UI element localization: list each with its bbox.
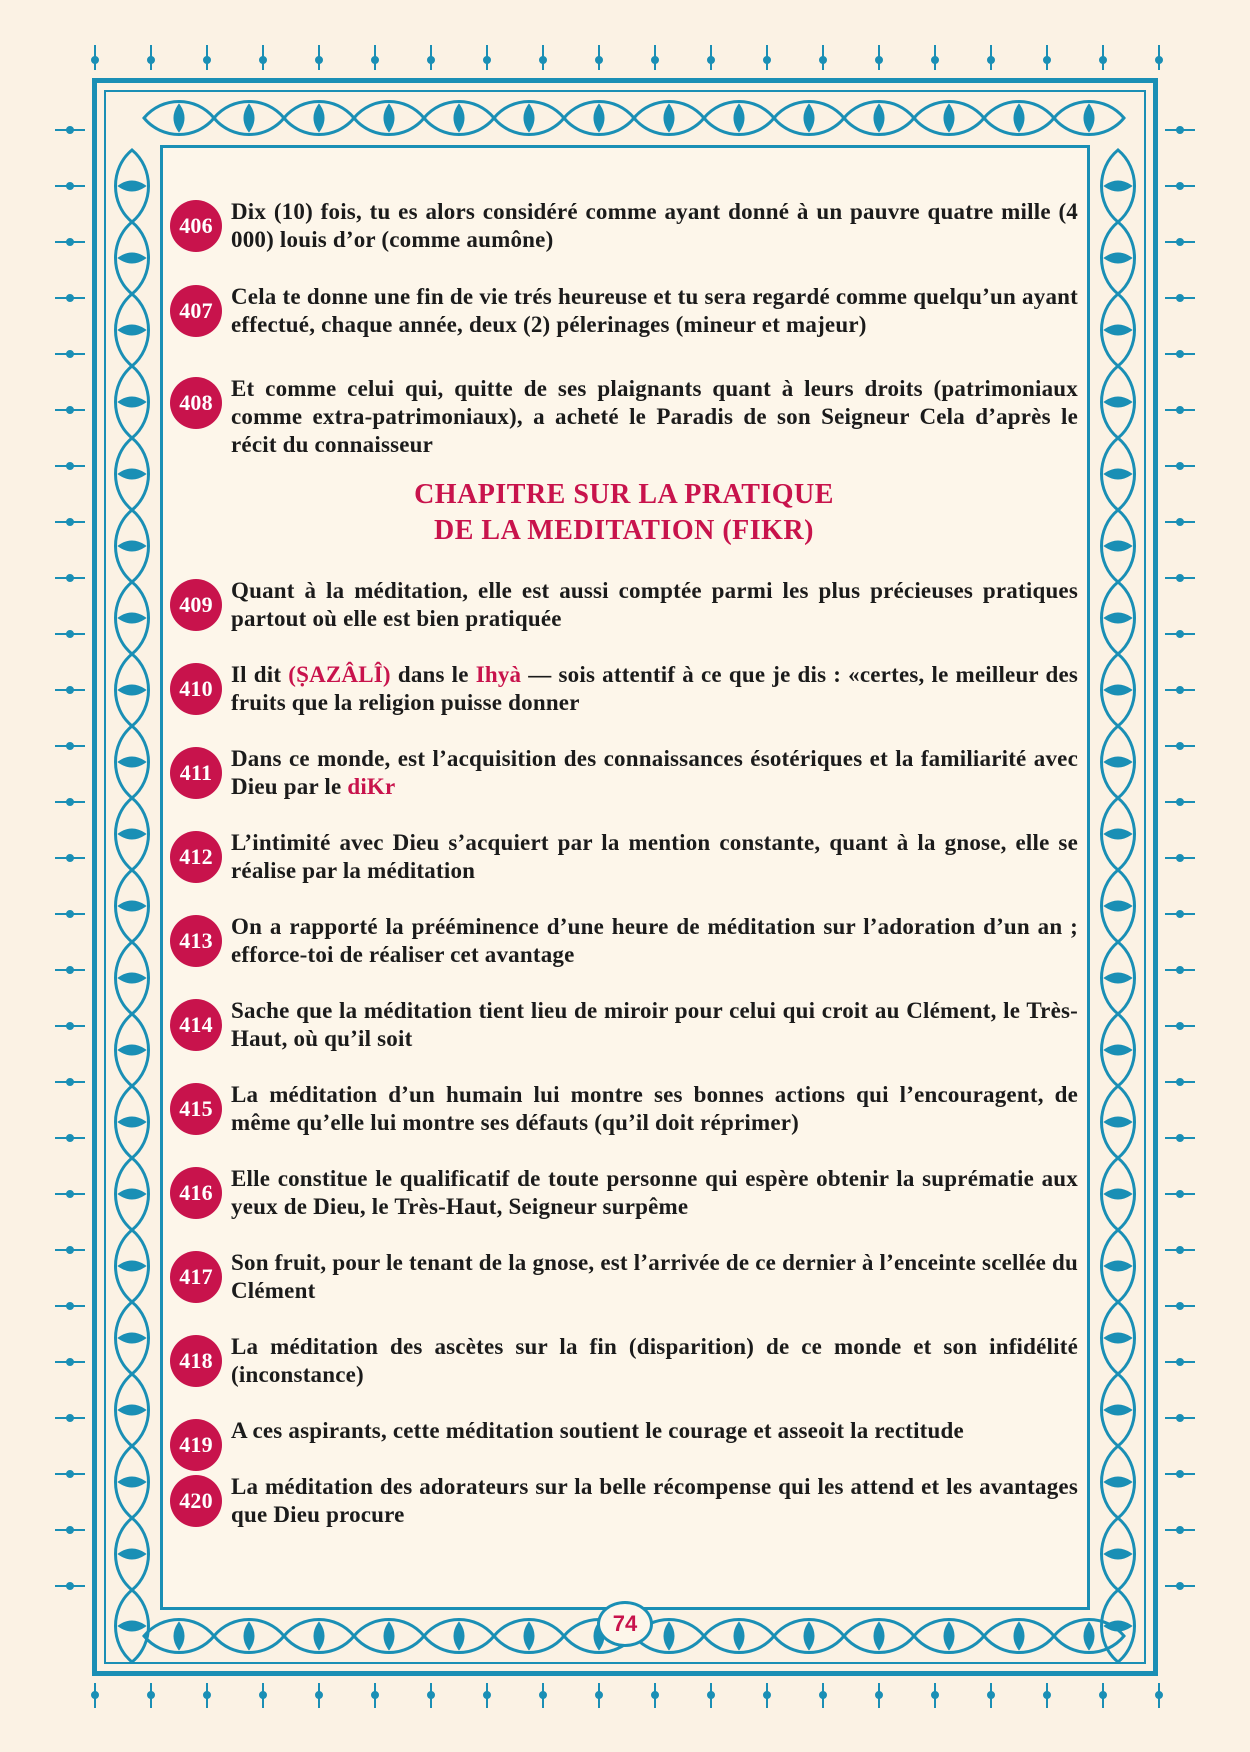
verse-409 <box>170 577 1078 633</box>
verse-number-badge: 419 <box>170 1419 222 1471</box>
verse-text: Dix (10) fois, tu es alors considéré comme ayant donné à un pauvre quatre mille (4 000) louis d’or (comme aumône) <box>231 199 1078 252</box>
verse-416 <box>170 1165 1078 1221</box>
verse-text: La méditation des adorateurs sur la belle récompense qui les attend et les avantages que Dieu procure <box>231 1474 1078 1527</box>
author-name: (ṢAZÂLÎ) <box>288 662 391 687</box>
book-title: Ihyà <box>475 662 522 687</box>
verse-text: Dans ce monde, est l’acquisition des connaissances ésotériques et la familiarité avec Dieu par le <box>231 746 1078 799</box>
verse-415 <box>170 1081 1078 1137</box>
verse-text: La méditation des ascètes sur la fin (disparition) de ce monde et son infidélité (inconstance) <box>231 1334 1078 1387</box>
verse-number-badge: 420 <box>170 1475 222 1527</box>
verse-418 <box>170 1333 1078 1389</box>
verse-417 <box>170 1249 1078 1305</box>
term-dikr: diKr <box>347 774 396 799</box>
verse-text: La méditation d’un humain lui montre ses bonnes actions qui l’encouragent, de même qu’elle lui montre ses défauts (qu’il doit réprimer) <box>231 1082 1078 1135</box>
verse-412 <box>170 829 1078 885</box>
verse-420 <box>170 1473 1078 1529</box>
chapter-heading <box>170 477 1078 549</box>
verse-text: Et comme celui qui, quitte de ses plaignants quant à leurs droits (patrimoniaux comme extra-patrimoniaux), a acheté le Paradis de son Seigneur Cela d’après le récit du connaisseur <box>231 376 1078 457</box>
verse-number-badge: 410 <box>170 663 222 715</box>
verse-text: Sache que la méditation tient lieu de miroir pour celui qui croit au Clément, le Très-Haut, où qu’il soit <box>231 998 1078 1051</box>
verse-number-badge: 406 <box>170 200 222 252</box>
verse-text: Elle constitue le qualificatif de toute personne qui espère obtenir la suprématie aux yeux de Dieu, le Très-Haut, Seigneur surpême <box>231 1166 1078 1219</box>
verse-number-badge: 417 <box>170 1251 222 1303</box>
chapter-title-line1: CHAPITRE SUR LA PRATIQUE <box>414 479 834 510</box>
page-number: 74 <box>597 1601 653 1647</box>
verse-text: Cela te donne une fin de vie trés heureuse et tu sera regardé comme quelqu’un ayant effectué, chaque année, deux (2) pélerinages (mineur et majeur) <box>231 284 1078 337</box>
verse-text: A ces aspirants, cette méditation soutient le courage et asseoit la rectitude <box>231 1418 964 1443</box>
verse-text: L’intimité avec Dieu s’acquiert par la mention constante, quant à la gnose, elle se réalise par la méditation <box>231 830 1078 883</box>
verse-number-badge: 412 <box>170 831 222 883</box>
verse-number-badge: 414 <box>170 999 222 1051</box>
verse-407 <box>170 283 1078 339</box>
verse-text-pre: Il dit <box>231 662 282 687</box>
verse-text: Son fruit, pour le tenant de la gnose, est l’arrivée de ce dernier à l’enceinte scellée du Clément <box>231 1250 1078 1303</box>
verse-number-badge: 408 <box>170 377 222 429</box>
verse-414 <box>170 997 1078 1053</box>
verse-number-badge: 409 <box>170 579 222 631</box>
verse-number-badge: 418 <box>170 1335 222 1387</box>
verse-text: Quant à la méditation, elle est aussi comptée parmi les plus précieuses pratiques partout où elle est bien pratiquée <box>231 578 1078 631</box>
verse-410 <box>170 661 1078 717</box>
verse-413 <box>170 913 1078 969</box>
verse-text-post: — sois attentif à ce que je dis : «certes, le meilleur des fruits que la religion puisse donner <box>231 662 1079 715</box>
verse-number-badge: 415 <box>170 1083 222 1135</box>
verse-406 <box>170 198 1078 254</box>
verse-text: On a rapporté la prééminence d’une heure de méditation sur l’adoration d’un an ; efforce-toi de réaliser cet avantage <box>231 914 1078 967</box>
verses-content <box>170 198 1078 1529</box>
verse-number-badge: 411 <box>170 747 222 799</box>
verse-411 <box>170 745 1078 801</box>
verse-419 <box>170 1417 1078 1457</box>
verse-text-mid: dans le <box>397 662 469 687</box>
verse-number-badge: 407 <box>170 285 222 337</box>
verse-number-badge: 413 <box>170 915 222 967</box>
chapter-title-line2: DE LA MEDITATION (FIKR) <box>434 515 814 546</box>
verse-408 <box>170 375 1078 459</box>
verse-number-badge: 416 <box>170 1167 222 1219</box>
